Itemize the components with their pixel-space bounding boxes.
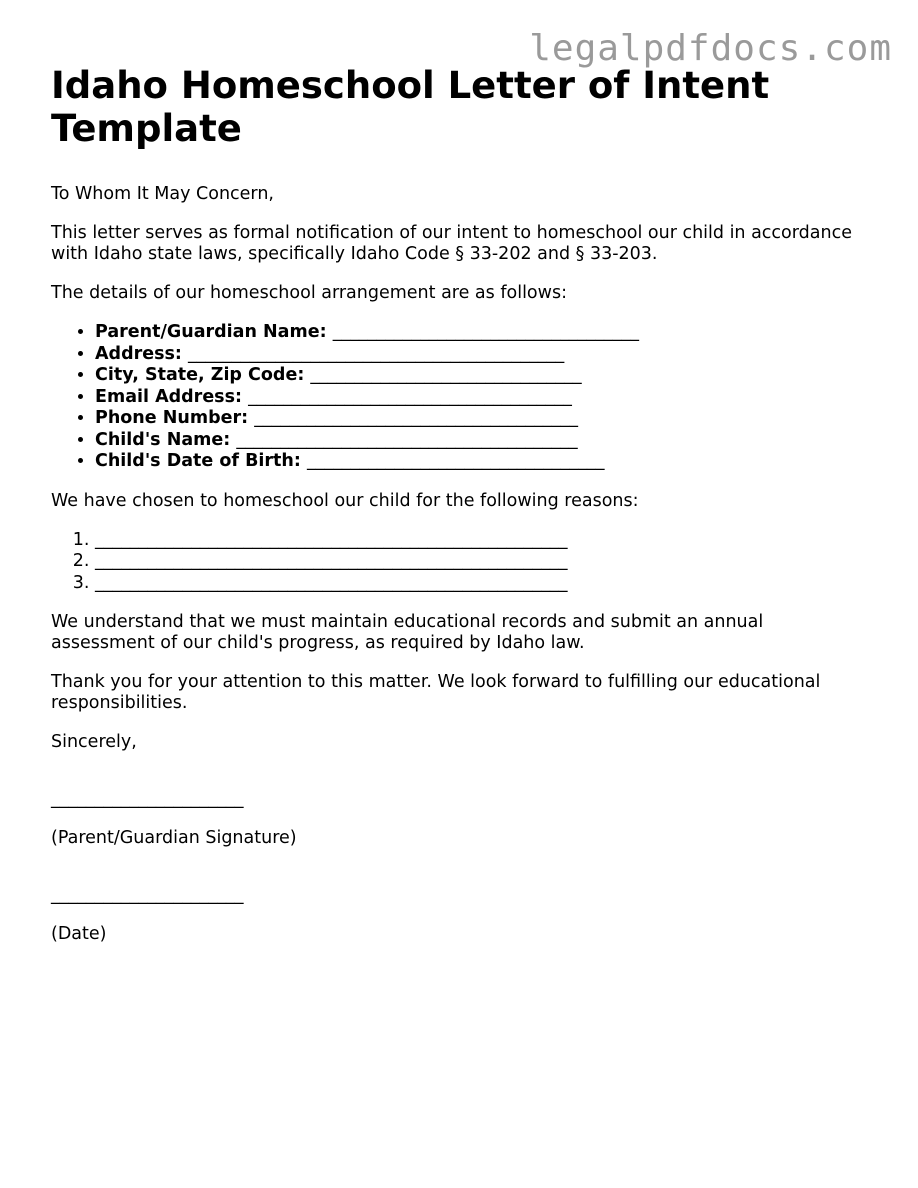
reason-item[interactable]: 3. ______________________________________________________ xyxy=(95,573,871,595)
reasons-list xyxy=(51,530,871,595)
closing: Sincerely, xyxy=(51,732,137,752)
letter-document xyxy=(51,64,871,963)
field-label: City, State, Zip Code: xyxy=(95,365,305,385)
blank-line[interactable]: _____________________________________ xyxy=(254,408,578,428)
list-item xyxy=(95,322,871,344)
blank-line[interactable]: ___________________________________ xyxy=(332,322,639,342)
field-label: Phone Number: xyxy=(95,408,249,428)
field-label: Address: xyxy=(95,343,182,364)
signature-caption: (Parent/Guardian Signature) xyxy=(51,828,297,848)
list-item xyxy=(95,365,871,387)
field-label: Child's Date of Birth: xyxy=(95,451,301,471)
blank-line[interactable]: _______________________________________ xyxy=(236,429,578,450)
list-item xyxy=(95,344,871,366)
reason-item[interactable]: 1. ______________________________________________________ xyxy=(95,530,871,552)
blank-line[interactable]: _____________________________________ xyxy=(248,386,572,407)
intro-paragraph: This letter serves as formal notification of our intent to homeschool our child in accordance with Idaho state laws, specifically Idaho Code § 33-202 and § 33-203. xyxy=(51,223,852,264)
signature-line[interactable]: ______________________ xyxy=(51,789,244,809)
reasons-intro: We have chosen to homeschool our child for the following reasons: xyxy=(51,490,639,511)
list-item xyxy=(95,430,871,452)
date-line[interactable]: ______________________ xyxy=(51,885,244,905)
list-item xyxy=(95,408,871,430)
blank-line[interactable]: _______________________________ xyxy=(310,365,582,385)
list-item xyxy=(95,387,871,409)
blank-line[interactable]: ___________________________________________ xyxy=(188,343,565,364)
field-label: Email Address: xyxy=(95,386,243,407)
details-intro: The details of our homeschool arrangement are as follows: xyxy=(51,283,567,303)
details-list xyxy=(51,322,871,473)
blank-line[interactable]: __________________________________ xyxy=(306,451,605,471)
watermark: legalpdfdocs.com xyxy=(529,28,892,69)
field-label: Parent/Guardian Name: xyxy=(95,322,327,342)
reason-item[interactable]: 2. ______________________________________________________ xyxy=(95,551,871,573)
list-item xyxy=(95,451,871,473)
date-caption: (Date) xyxy=(51,924,107,944)
records-paragraph: We understand that we must maintain educational records and submit an annual assessment of our child's progress, as required by Idaho law. xyxy=(51,612,764,653)
thanks-paragraph: Thank you for your attention to this matter. We look forward to fulfilling our educational responsibilities. xyxy=(51,672,821,713)
page-title: Idaho Homeschool Letter of Intent Template xyxy=(51,64,770,150)
salutation: To Whom It May Concern, xyxy=(51,184,274,204)
field-label: Child's Name: xyxy=(95,429,231,450)
